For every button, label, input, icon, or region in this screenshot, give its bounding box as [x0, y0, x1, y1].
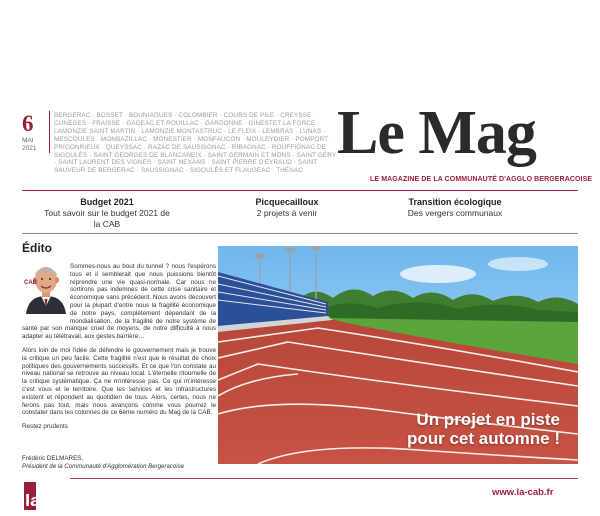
logo-text: laCAB — [25, 491, 81, 510]
cover-photo — [218, 246, 578, 464]
caption-line: pour cet automne ! — [406, 429, 560, 448]
teaser-picquecailloux[interactable] — [232, 197, 342, 219]
communes-list: BERGERAC · BOSSET · BOUNIAGUES · COLOMBIER · COURS DE PILE · CREYSSE · CUNÈGES · FRAISSE · GAGEAC ET ROUILLAC · GARDONNE · GINESTET LA FORCE · LAMONZIE SAINT MARTIN · LAMONZIE MONTASTRUC · LE FLEIX · LEMBRAS · LUNAS · MESCOULES · MONBAZILLAC · MONESTIER · MONFAUCON · MOULEYDIER · POMPORT · PRIGONRIEUX · QUEYSSAC · RAZAC DE SAUSSIGNAC · RIBAGNAC · ROUFFIGNAC DE SIGOULÈS · SAINT GEORGES DE BLANCANEIX · SAINT GERMAIN ET MONS · SAINT GÉRY · SAINT LAURENT DES VIGNES · SAINT NEXANS · SAINT PIERRE D'EYRAUD · SAINT SAUVEUR DE BERGERAC · SAUSSIGNAC · SIGOULÈS ET FLAUGEAC · THÉNAC — [54, 112, 337, 175]
edito-paragraph: Alors loin de moi l'idée de défendre le gouvernement mais je trouve la critique un peu facile. Cette fragilité n'est que le résultat de choix politiques des gouvernements successifs. Et ce que l'on constate au niveau national se retrouve au niveau local. L'éternelle ritournelle de la critique systématique. Ça ne m'intéresse pas. Ce qui m'intéresse c'est vous et le territoire. Que les services et les infrastructures existent et répondent au quotidien de tous. Alors, certes, nous ne ferons pas tout, mais nous avançons comme vous pourrez le constater dans les colonnes de ce 6ème numéro du Mag de la CAB. — [22, 346, 216, 417]
teaser-subtitle: Tout savoir sur le budget 2021 de la CAB — [44, 208, 170, 229]
teaser-subtitle: Des vergers communaux — [407, 208, 503, 218]
la-cab-logo[interactable] — [22, 476, 84, 512]
signature-name: Frédéric DELMARES, — [22, 455, 84, 462]
website-link[interactable]: www.la-cab.fr — [492, 487, 554, 498]
signature-role: Président de la Communauté d'Agglomération Bergeracoise — [22, 463, 185, 470]
magazine-subtitle: LE MAGAZINE DE LA COMMUNAUTÉ D'AGGLO BERGERACOISE — [370, 176, 593, 183]
teaser-budget[interactable] — [42, 197, 172, 229]
teaser-title: Picquecailloux — [255, 197, 319, 207]
edito-title: Édito — [22, 241, 52, 255]
footer-rule — [70, 478, 578, 479]
avatar-badge: CAB — [24, 280, 37, 286]
teaser-rule — [22, 233, 578, 234]
photo-caption — [407, 410, 560, 448]
teaser-title: Budget 2021 — [80, 197, 134, 207]
edito-paragraph: Sommes-nous au bout du tunnel ? nous l'espérons tous et il semblerait que nous puissions bientôt reprendre une vie quasi-normale. Car nous ne sortirons pas indemnes de cette crise sanitaire et économique sans précédent. Nous avons découvert pour la plupart d'entre nous la fragilité économique de notre pays, complètement dépendant de la mondialisation, de la fragilité de notre système de santé par son manque cruel de moyens, de notre difficulté à nous adapter au télétravail, aux gestes barrière… — [22, 263, 216, 341]
teaser-title: Transition écologique — [408, 197, 502, 207]
caption-line: Un projet en piste — [416, 410, 560, 429]
teaser-subtitle: 2 projets à venir — [256, 208, 318, 218]
issue-number: 6 — [22, 111, 34, 136]
header-divider — [49, 111, 50, 153]
magazine-title: Le Mag — [337, 99, 536, 167]
issue-year: 2021 — [22, 145, 37, 152]
author-avatar — [22, 258, 70, 314]
issue-month: MAI — [22, 137, 34, 144]
edito-closing: Restez prudents — [22, 423, 68, 431]
issue-date — [22, 137, 36, 153]
teaser-transition[interactable] — [385, 197, 525, 219]
header-rule — [22, 190, 578, 191]
